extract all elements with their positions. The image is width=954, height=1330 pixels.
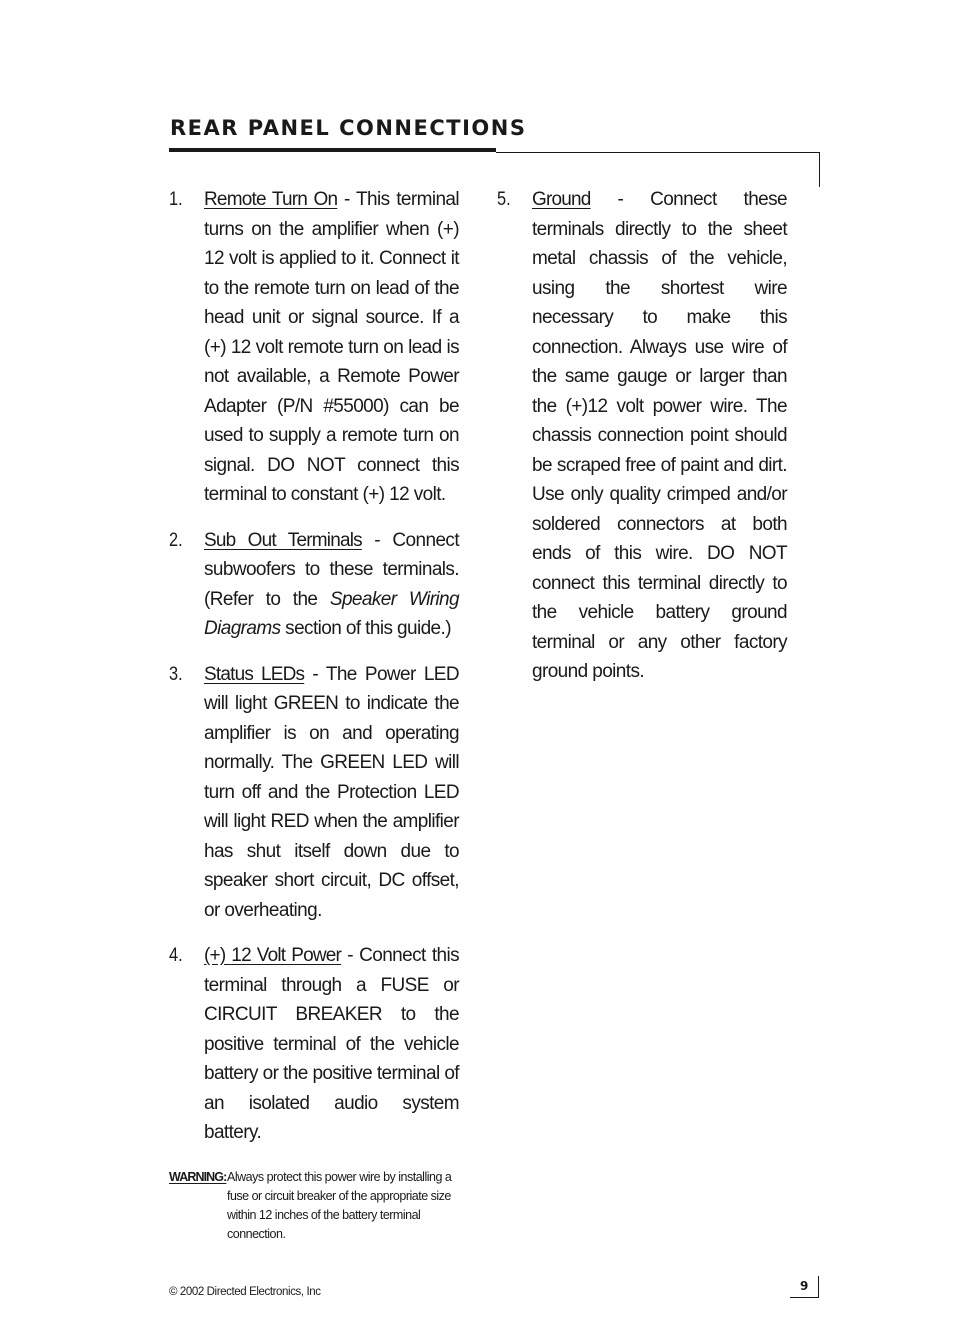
item-text: - Connect this terminal through a FUSE or CIRCUIT BREAKER to the positive terminal of the vehicle battery or the positive terminal of an isolated audio system battery. bbox=[204, 945, 460, 1143]
warning-label: WARNING: bbox=[169, 1169, 227, 1184]
item-number: 2. bbox=[169, 529, 183, 551]
item-text: section of this guide.) bbox=[280, 618, 451, 639]
item-term: Sub Out Terminals bbox=[204, 529, 362, 551]
list-item-status-leds bbox=[169, 660, 459, 926]
item-text: - Connect these terminals directly to the sheet metal chassis of the vehicle, using the shortest wire necessary to make this connection. Always use wire of the same gauge or larger than the (+)12 volt power wire. The chassis connection point should be scraped free of paint and dirt. Use only quality crimped and/or soldered connectors at both ends of this wire. DO NOT connect this terminal directly to the vehicle battery ground terminal or any other factory ground points. bbox=[532, 189, 787, 682]
right-column bbox=[497, 185, 787, 703]
item-description bbox=[204, 941, 459, 1148]
list-item-remote-turn-on bbox=[169, 185, 459, 510]
item-term: (+) 12 Volt Power bbox=[204, 945, 342, 966]
item-text: - Connect subwoofers to these terminals. (Refer to the bbox=[204, 529, 459, 610]
list-item-12-volt-power bbox=[169, 941, 459, 1148]
list-item-sub-out-terminals bbox=[169, 526, 459, 644]
title-rule-corner bbox=[819, 152, 820, 187]
page-number-rule bbox=[790, 1297, 819, 1298]
item-description bbox=[532, 185, 787, 687]
item-number: 3. bbox=[169, 663, 183, 685]
page-title: REAR PANEL CONNECTIONS bbox=[170, 116, 527, 140]
left-column bbox=[169, 185, 459, 1244]
warning-note bbox=[169, 1168, 459, 1244]
footer-copyright: © 2002 Directed Electronics, Inc bbox=[169, 1286, 321, 1298]
item-number: 1. bbox=[169, 189, 183, 210]
item-term: Status LEDs bbox=[204, 663, 305, 685]
item-text: - This terminal turns on the amplifier when (+) 12 volt is applied to it. Connect it to the remote turn on lead of the head unit or signal source. If a (+) 12 volt remote turn on lead is not available, a Remote Power Adapter (P/N #55000) can be used to supply a remote turn on signal. DO NOT connect this terminal to constant (+) 12 volt. bbox=[204, 189, 460, 505]
item-text-italic: Speaker Wiring Diagrams bbox=[204, 588, 459, 639]
page-number-rule-vertical bbox=[818, 1276, 819, 1298]
item-text: - The Power LED will light GREEN to indicate the amplifier is on and operating normally. The GREEN LED will turn off and the Protection LED will light RED when the amplifier has shut itself down due to speaker short circuit, DC offset, or overheating. bbox=[204, 663, 459, 921]
item-term: Remote Turn On bbox=[204, 189, 338, 210]
item-description bbox=[204, 526, 459, 644]
warning-text: Always protect this power wire by installing a fuse or circuit breaker of the appropriate size within 12 inches of the battery terminal connection. bbox=[227, 1169, 452, 1241]
list-item-ground bbox=[497, 185, 787, 687]
item-term: Ground bbox=[532, 189, 591, 210]
title-rule-line bbox=[496, 152, 819, 153]
page-number: 9 bbox=[800, 1279, 809, 1293]
title-underline bbox=[169, 148, 496, 152]
item-description bbox=[204, 660, 459, 926]
item-description bbox=[204, 185, 459, 510]
item-number: 4. bbox=[169, 945, 183, 966]
item-number: 5. bbox=[497, 189, 511, 210]
